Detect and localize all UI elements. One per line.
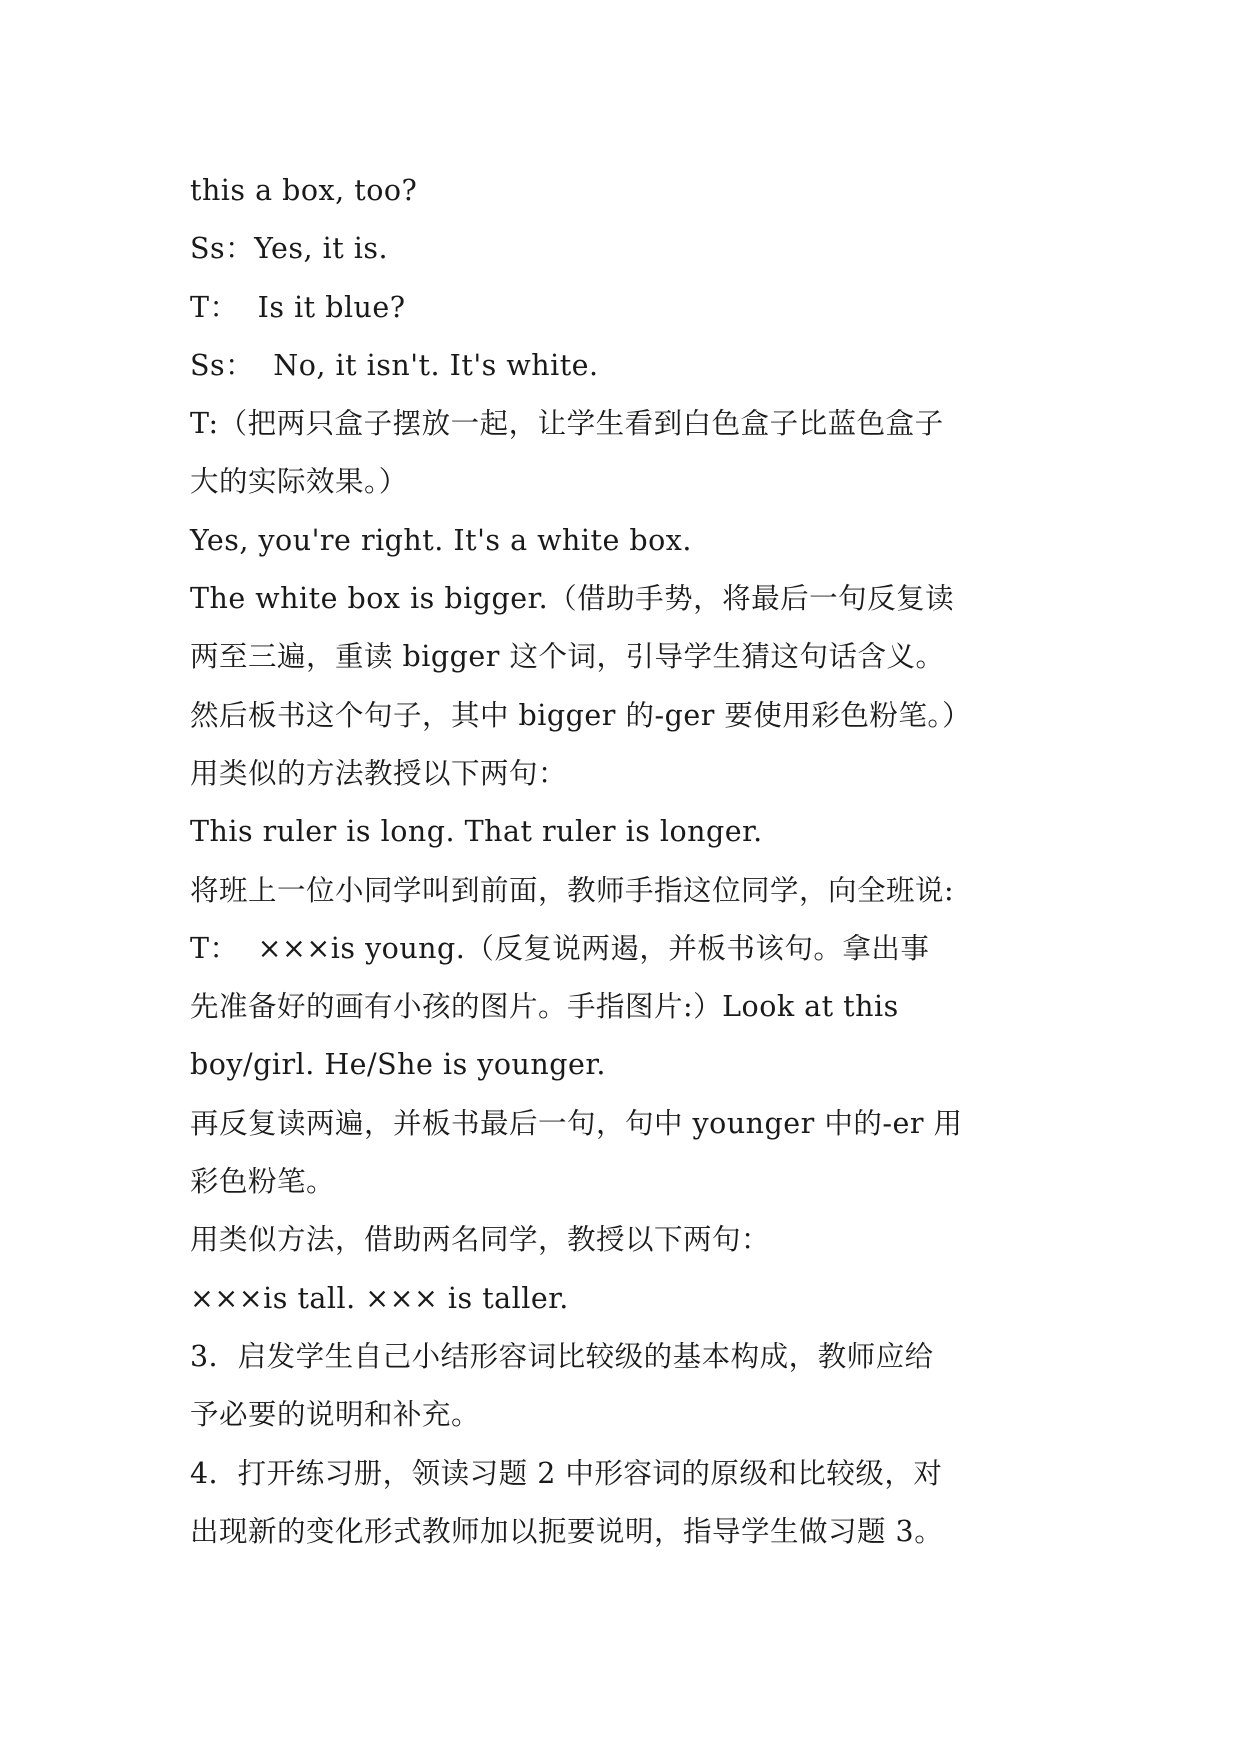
text-line: 大的实际效果。） — [190, 465, 408, 499]
text-line: 出现新的变化形式教师加以扼要说明，指导学生做习题 3。 — [190, 1514, 944, 1548]
text-line: The white box is bigger.（借助手势，将最后一句反复读 — [190, 582, 955, 616]
text-line: 再反复读两遍，并板书最后一句，句中 younger 中的-er 用 — [190, 1106, 963, 1140]
text-line: This ruler is long. That ruler is longer. — [190, 815, 763, 849]
text-line: 然后板书这个句子，其中 bigger 的-ger 要使用彩色粉笔。） — [190, 698, 972, 732]
text-line: this a box, too? — [190, 174, 418, 207]
text-line: Ss： No, it isn't. It's white. — [190, 348, 599, 382]
document-body — [190, 162, 1070, 1561]
text-line: T:（把两只盒子摆放一起，让学生看到白色盒子比蓝色盒子 — [190, 407, 944, 441]
text-line: T： ×××is young.（反复说两遏，并板书该句。拿出事 — [190, 931, 930, 965]
text-line: boy/girl. He/She is younger. — [190, 1048, 606, 1082]
text-line: 用类似方法，借助两名同学，教授以下两句： — [190, 1223, 771, 1257]
text-line: T： Is it blue? — [190, 290, 406, 324]
text-line: Yes, you're right. It's a white box. — [190, 523, 692, 557]
text-line: 两至三遍，重读 bigger 这个词，引导学生猜这句话含义。 — [190, 640, 945, 674]
text-line: 4．打开练习册，领读习题 2 中形容词的原级和比较级，对 — [190, 1456, 943, 1490]
text-line: ×××is tall. ××× is taller. — [190, 1281, 569, 1315]
text-line: Ss：Yes, it is. — [190, 232, 389, 266]
text-line: 将班上一位小同学叫到前面，教师手指这位同学，向全班说: — [190, 873, 955, 907]
text-line: 3．启发学生自己小结形容词比较级的基本构成，教师应给 — [190, 1339, 934, 1373]
text-line: 予必要的说明和补充。 — [190, 1398, 481, 1432]
text-line: 彩色粉笔。 — [190, 1165, 336, 1199]
text-line: 用类似的方法教授以下两句： — [190, 756, 568, 790]
text-line: 先准备好的画有小孩的图片。手指图片:）Look at this — [190, 990, 899, 1024]
